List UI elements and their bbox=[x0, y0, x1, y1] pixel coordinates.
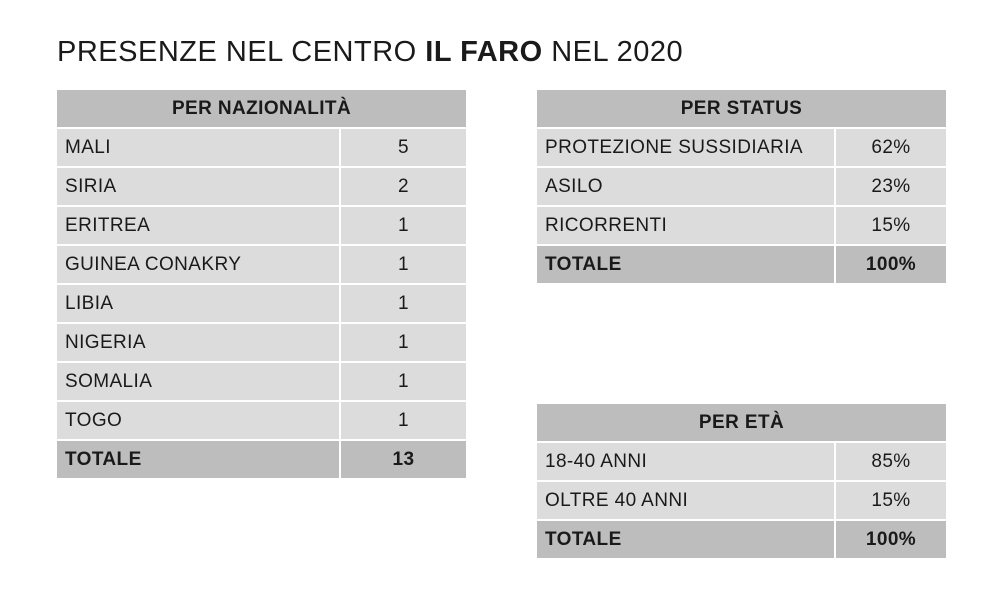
age-table-header: PER ETÀ bbox=[536, 403, 947, 442]
table-row bbox=[536, 481, 947, 520]
table-row bbox=[536, 206, 947, 245]
total-label: TOTALE bbox=[56, 440, 340, 479]
table-row bbox=[56, 362, 467, 401]
total-row bbox=[536, 520, 947, 559]
total-label: TOTALE bbox=[536, 520, 835, 559]
row-value: 1 bbox=[340, 323, 467, 362]
row-label: PROTEZIONE SUSSIDIARIA bbox=[536, 128, 835, 167]
row-value: 62% bbox=[835, 128, 947, 167]
row-value: 5 bbox=[340, 128, 467, 167]
table-row bbox=[536, 167, 947, 206]
table-row bbox=[56, 245, 467, 284]
row-label: LIBIA bbox=[56, 284, 340, 323]
row-value: 2 bbox=[340, 167, 467, 206]
row-value: 15% bbox=[835, 206, 947, 245]
row-value: 1 bbox=[340, 284, 467, 323]
row-label: GUINEA CONAKRY bbox=[56, 245, 340, 284]
title-suffix: NEL 2020 bbox=[542, 36, 684, 68]
row-label: NIGERIA bbox=[56, 323, 340, 362]
row-value: 85% bbox=[835, 442, 947, 481]
row-label: SOMALIA bbox=[56, 362, 340, 401]
table-row bbox=[56, 284, 467, 323]
row-value: 1 bbox=[340, 362, 467, 401]
row-label: MALI bbox=[56, 128, 340, 167]
total-row bbox=[536, 245, 947, 284]
row-label: SIRIA bbox=[56, 167, 340, 206]
table-row bbox=[536, 442, 947, 481]
row-value: 1 bbox=[340, 206, 467, 245]
total-label: TOTALE bbox=[536, 245, 835, 284]
table-row bbox=[56, 401, 467, 440]
row-value: 23% bbox=[835, 167, 947, 206]
table-row bbox=[56, 206, 467, 245]
status-table-header: PER STATUS bbox=[536, 89, 947, 128]
title-bold: IL FARO bbox=[425, 36, 543, 68]
row-label: ASILO bbox=[536, 167, 835, 206]
table-row bbox=[536, 128, 947, 167]
row-label: ERITREA bbox=[56, 206, 340, 245]
row-value: 1 bbox=[340, 401, 467, 440]
row-label: 18-40 ANNI bbox=[536, 442, 835, 481]
title-prefix: PRESENZE NEL CENTRO bbox=[57, 36, 426, 68]
row-label: RICORRENTI bbox=[536, 206, 835, 245]
total-value: 13 bbox=[340, 440, 467, 479]
nationality-table bbox=[55, 88, 468, 480]
total-value: 100% bbox=[835, 245, 947, 284]
row-label: TOGO bbox=[56, 401, 340, 440]
row-value: 1 bbox=[340, 245, 467, 284]
nationality-table-header: PER NAZIONALITÀ bbox=[56, 89, 467, 128]
status-table bbox=[535, 88, 948, 285]
page-title bbox=[57, 36, 683, 69]
table-row bbox=[56, 323, 467, 362]
age-table bbox=[535, 402, 948, 560]
row-value: 15% bbox=[835, 481, 947, 520]
table-row bbox=[56, 167, 467, 206]
total-value: 100% bbox=[835, 520, 947, 559]
table-row bbox=[56, 128, 467, 167]
row-label: OLTRE 40 ANNI bbox=[536, 481, 835, 520]
total-row bbox=[56, 440, 467, 479]
